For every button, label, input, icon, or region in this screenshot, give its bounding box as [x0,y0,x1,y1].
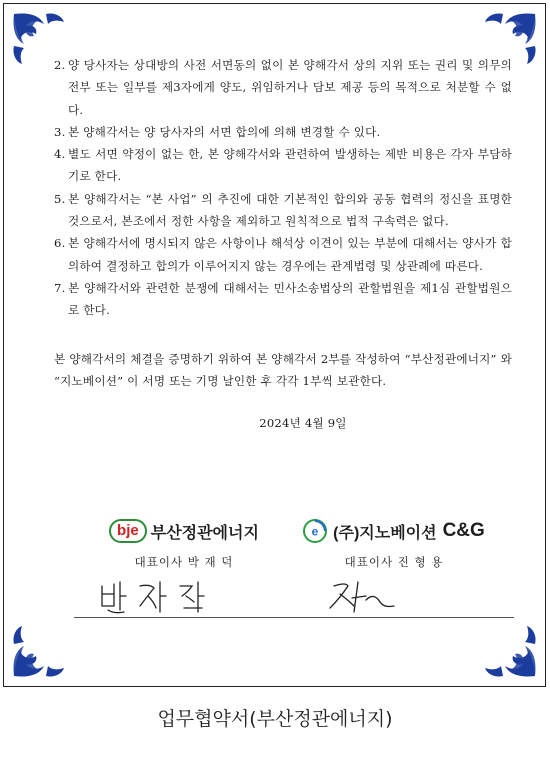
clause-text: 별도 서면 약정이 없는 한, 본 양해각서와 관련하여 발생하는 제반 비용은 각자 부담하기로 한다. [68,147,512,184]
ceo-name: 대표이사 진 형 용 [344,555,444,569]
corner-ornament-icon [10,610,80,680]
clause-item [54,188,512,233]
clause-number: 5. [54,191,66,206]
clause-number: 2. [54,58,66,72]
clause-item [54,54,512,121]
signature-area [294,570,494,618]
clause-text: 본 양해각서와 관련한 분쟁에 대해서는 민사소송법상의 관할법원을 제1심 관할법원으로 한다. [68,280,512,318]
ceo-name: 대표이사 박 재 덕 [134,555,234,569]
clause-item [54,277,512,322]
e-logo-letter: e [311,524,319,539]
signature-line [74,617,304,618]
closing-statement: 본 양해각서의 체결을 증명하기 위하여 본 양해각서 2부를 작성하여 “부산정관에너지” 와 “지노베이션” 이 서명 또는 기명 날인한 후 각각 1부씩 보관한다. [54,351,512,388]
image-caption: 업무협약서(부산정관에너지) [157,708,393,730]
signatory-left [84,516,284,618]
handwritten-signature-icon [294,572,444,618]
clause-item [54,143,512,188]
signing-date: 2024년 4월 9일 [259,416,347,431]
clause-text: 본 양해각서는 양 당사자의 서면 합의에 의해 변경할 수 있다. [68,124,381,139]
e-logo-icon [303,519,327,543]
bje-logo [84,516,284,546]
clause-text: 양 당사자는 상대방의 사전 서면동의 없이 본 양해각서 상의 지위 또는 권리 및 의무의 전부 또는 일부를 제3자에게 양도, 위임하거나 담보 제공 등의 목적으로 처분할 수 없다. [68,58,512,117]
zinovation-logo [294,516,494,546]
agreement-body [54,54,512,434]
signature-line [284,617,514,618]
clause-number: 6. [54,236,66,251]
corner-ornament-icon [469,610,539,680]
clause-number: 3. [54,124,66,139]
clause-number: 4. [54,147,66,162]
clause-item [54,232,512,277]
company-name: (주)지노베이션 [333,524,437,542]
clause-text: 본 양해각서에 명시되지 않은 사항이나 해석상 이견이 있는 부분에 대해서는 양사가 합의하여 결정하고 합의가 이루어지지 않는 경우에는 관계법령 및 상관례에 따른다. [68,236,512,273]
clause-number: 7. [54,280,66,295]
clause-item [54,121,512,143]
signature-area [84,570,284,618]
company-suffix: C&G [442,520,485,541]
company-name: 부산정관에너지 [150,524,259,542]
bje-logo-mark: bje [109,519,147,543]
handwritten-signature-icon [84,572,234,618]
clause-text: 본 양해각서는 “본 사업” 의 추진에 대한 기본적인 합의와 공동 협력의 정신을 표명한 것으로서, 본조에서 정한 사항을 제외하고 원칙적으로 법적 구속력은 없다. [68,191,512,229]
document-frame [3,3,546,687]
signatory-right [294,516,494,618]
